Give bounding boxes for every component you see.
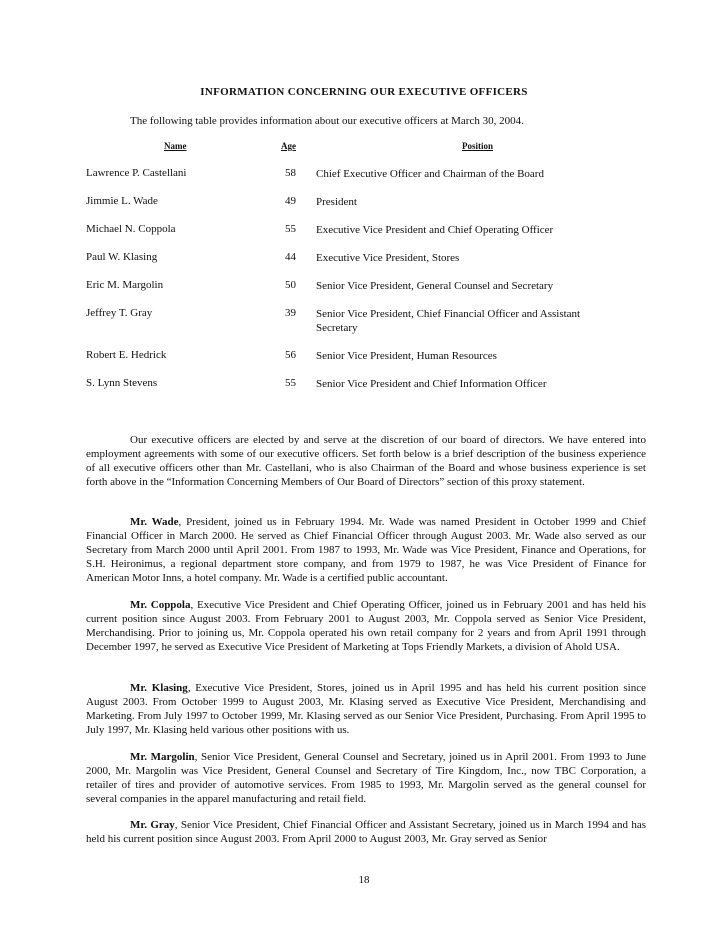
paragraph-text: , President, joined us in February 1994. Mr. Wade was named President in October 1999 and Chief Financial Officer in March 2000. He served as Chief Financial Officer through August 2003. Mr. Wade also served as our Secretary from March 2000 until April 2001. From 1987 to 1993, Mr. Wade was Vice President, Finance and Operations, for S.H. Heironimus, a regional department store company, and from 1979 to 1987, he was Vice President of Finance for American Motor Inns, a hotel company. Mr. Wade is a certified public accountant. (86, 516, 646, 584)
officer-age: 39 (285, 307, 296, 319)
officer-age: 49 (285, 195, 296, 207)
column-header-position: Position (462, 141, 494, 151)
bio-lead-name: Mr. Coppola (130, 599, 191, 611)
bio-paragraph-gray (86, 818, 646, 846)
bio-paragraph-wade (86, 515, 646, 585)
officer-position: Senior Vice President, Chief Financial Officer and Assistant Secretary (316, 308, 581, 334)
table-intro: The following table provides information about our executive officers at March 30, 2004. (130, 115, 524, 127)
officer-age: 55 (285, 223, 296, 235)
officer-name: Michael N. Coppola (86, 223, 176, 235)
officer-name: Eric M. Margolin (86, 279, 164, 291)
officer-position: Chief Executive Officer and Chairman of the Board (316, 168, 544, 180)
column-header-name: Name (164, 141, 187, 151)
column-header-age: Age (281, 141, 296, 151)
paragraph-text: , Senior Vice President, Chief Financial Officer and Assistant Secretary, joined us in March 1994 and has held his current position since August 2003. From April 2000 to August 2003, Mr. Gray served as Senior (86, 819, 646, 845)
officer-position: Senior Vice President, General Counsel and Secretary (316, 280, 554, 292)
bio-lead-name: Mr. Klasing (130, 682, 188, 694)
officer-name: Jimmie L. Wade (86, 195, 158, 207)
bio-paragraph-coppola (86, 598, 646, 654)
officer-name: Paul W. Klasing (86, 251, 158, 263)
officer-position: Senior Vice President and Chief Information Officer (316, 378, 547, 390)
bio-lead-name: Mr. Margolin (130, 751, 195, 763)
officer-age: 50 (285, 279, 296, 291)
paragraph-text: , Executive Vice President, Stores, joined us in April 1995 and has held his current position since August 2003. From October 1999 to August 2003, Mr. Klasing served as Executive Vice President, Merchandising and Marketing. From July 1997 to October 1999, Mr. Klasing served as our Senior Vice President, Purchasing. From April 1995 to July 1997, Mr. Klasing held various other positions with us. (86, 682, 646, 736)
paragraph-text: , Executive Vice President and Chief Operating Officer, joined us in February 2001 and has held his current position since August 2003. From February 2001 to August 2003, Mr. Coppola served as Senior Vice President, Merchandising. Prior to joining us, Mr. Coppola operated his own retail company for 2 years and from April 1991 through December 1997, he served as Executive Vice President of Marketing at Tops Friendly Markets, a division of Ahold USA. (86, 599, 646, 653)
officer-name: Jeffrey T. Gray (86, 307, 153, 319)
officer-position: Executive Vice President and Chief Operating Officer (316, 224, 554, 236)
officer-position: President (316, 196, 357, 208)
officer-position: Executive Vice President, Stores (316, 252, 460, 264)
body-paragraph (86, 433, 646, 489)
bio-paragraph-klasing (86, 681, 646, 737)
officer-age: 55 (285, 377, 296, 389)
officer-age: 44 (285, 251, 296, 263)
bio-lead-name: Mr. Gray (130, 819, 175, 831)
officer-age: 58 (285, 167, 296, 179)
bio-lead-name: Mr. Wade (130, 516, 179, 528)
section-heading: INFORMATION CONCERNING OUR EXECUTIVE OFFICERS (200, 86, 528, 98)
officer-name: Robert E. Hedrick (86, 349, 167, 361)
bio-paragraph-margolin (86, 750, 646, 806)
officer-position: Senior Vice President, Human Resources (316, 350, 497, 362)
page-number: 18 (358, 874, 370, 886)
paragraph-text: Our executive officers are elected by and serve at the discretion of our board of directors. We have entered into employment agreements with some of our executive officers. Set forth below is a brief description of the business experience of all executive officers other than Mr. Castellani, who is also Chairman of the Board and whose business experience is set forth above in the “Information Concerning Members of Our Board of Directors” section of this proxy statement. (86, 434, 646, 488)
paragraph-text: , Senior Vice President, General Counsel and Secretary, joined us in April 2001. From 1993 to June 2000, Mr. Margolin was Vice President, General Counsel and Secretary of Tire Kingdom, Inc., now TBC Corporation, a retailer of tires and provider of automotive services. From 1985 to 1993, Mr. Margolin served as the general counsel for several companies in the apparel manufacturing and retail field. (86, 751, 646, 805)
officer-name: S. Lynn Stevens (86, 377, 158, 389)
officer-name: Lawrence P. Castellani (86, 167, 187, 179)
officer-age: 56 (285, 349, 296, 361)
